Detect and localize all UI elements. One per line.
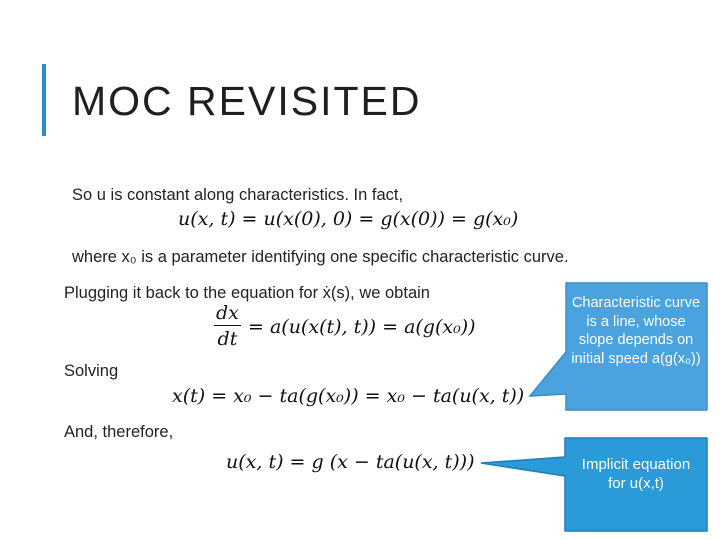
text-line-plugging: Plugging it back to the equation for ẋ(s), we obtain: [64, 284, 430, 302]
fraction-numerator: dx: [216, 302, 239, 324]
text-line-solving: Solving: [64, 362, 119, 380]
slide-title: MOC REVISITED: [72, 78, 422, 124]
text-line-constant: So u is constant along characteristics. In fact,: [72, 186, 404, 204]
fraction-denominator: dt: [217, 328, 238, 350]
text-line-therefore: And, therefore,: [64, 423, 174, 441]
equation-x-of-t: x(t) = x₀ − ta(g(x₀)) = x₀ − ta(u(x, t)): [172, 385, 525, 407]
equation-u-constant: u(x, t) = u(x(0), 0) = g(x(0)) = g(x₀): [178, 208, 519, 230]
equation-implicit: u(x, t) = g (x − ta(u(x, t))): [226, 451, 475, 473]
implicit-callout-text: Implicit equation for u(x,t): [581, 456, 691, 492]
characteristic-callout-text: Characteristic curve is a line, whose slope depends on initial speed a(g(x₀)): [571, 295, 701, 367]
equation-dxdt-rhs: = a(u(x(t), t)) = a(g(x₀)): [248, 316, 476, 338]
text-line-parameter: where x₀ is a parameter identifying one specific characteristic curve.: [72, 248, 569, 266]
